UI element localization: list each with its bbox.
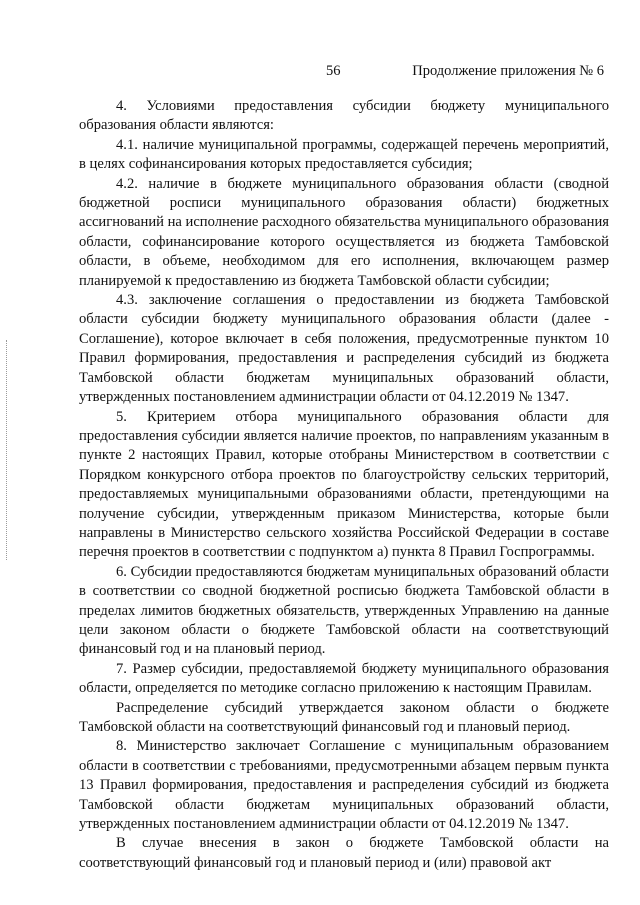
paragraph-item-5: 5. Критерием отбора муниципального образования области для предоставления субсидии является наличие проектов, по направлениям указанным в пункте 2 настоящих Правил, которые отобраны Министерством в соответствии с Порядком конкурсного отбора проектов по благоустройству сельских территорий, предоставляемых муниципальными образованиями области, претендующими на получение субсидии, утвержденным приказом Министерства, которые были направлены в Министерство сельского хозяйства Российской Федерации в составе перечня проектов в соответствии с подпунктом а) пункта 8 Правил Госпрограммы.: [79, 408, 609, 561]
appendix-continuation-label: Продолжение приложения № 6: [412, 63, 604, 79]
paragraph-item-6: 6. Субсидии предоставляются бюджетам муниципальных образований области в соответствии со сводной бюджетной росписью бюджета Тамбовской области в пределах лимитов бюджетных обязательств, утвержденных Управлению на данные цели законом области о бюджете Тамбовской области на соответствующий финансовый год и на плановый период.: [79, 563, 609, 658]
paragraph-item-4: 4. Условиями предоставления субсидии бюджету муниципального образования области являются:: [79, 98, 609, 134]
paragraph-item-4-1: 4.1. наличие муниципальной программы, содержащей перечень мероприятий, в целях софинансирования которых предоставляется субсидия;: [79, 136, 609, 173]
paragraph-distribution: Распределение субсидий утверждается законом области о бюджете Тамбовской области на соответствующий финансовый год и плановый период.: [79, 699, 609, 735]
paragraph-item-4-3: 4.3. заключение соглашения о предоставлении из бюджета Тамбовской области субсидии бюджету муниципального образования области (далее - Соглашение), которое включает в себя положения, предусмотренные пунктом 10 Правил формирования, предоставления и распределения субсидий из бюджета Тамбовской области бюджетам муниципальных образований области, утвержденных постановлением администрации области от 04.12.2019 № 1347.: [79, 292, 609, 406]
document-body: [79, 97, 609, 873]
paragraph-amendments: В случае внесения в закон о бюджете Тамбовской области на соответствующий финансовый год и плановый период и (или) правовой акт: [79, 835, 609, 871]
paragraph-item-4-2: 4.2. наличие в бюджете муниципального образования области (сводной бюджетной росписи муниципального образования области) бюджетных ассигнований на исполнение расходного обязательства муниципального образования области, софинансирование которого осуществляется из бюджета Тамбовской области, в объеме, необходимом для его исполнения, включающем размер планируемой к предоставлению из бюджета Тамбовской области субсидии;: [79, 175, 610, 289]
scan-margin-mark: [6, 340, 9, 560]
paragraph-item-7: 7. Размер субсидии, предоставляемой бюджету муниципального образования области, определяется по методике согласно приложению к настоящим Правилам.: [79, 660, 609, 697]
page-header: [0, 63, 640, 83]
paragraph-item-8: 8. Министерство заключает Соглашение с муниципальным образованием области в соответствии с требованиями, предусмотренными абзацем первым пункта 13 Правил формирования, предоставления и распределения субсидий из бюджета Тамбовской области бюджетам муниципальных образований области, утвержденных постановлением администрации области от 04.12.2019 № 1347.: [79, 738, 609, 833]
page-number: 56: [326, 63, 341, 79]
